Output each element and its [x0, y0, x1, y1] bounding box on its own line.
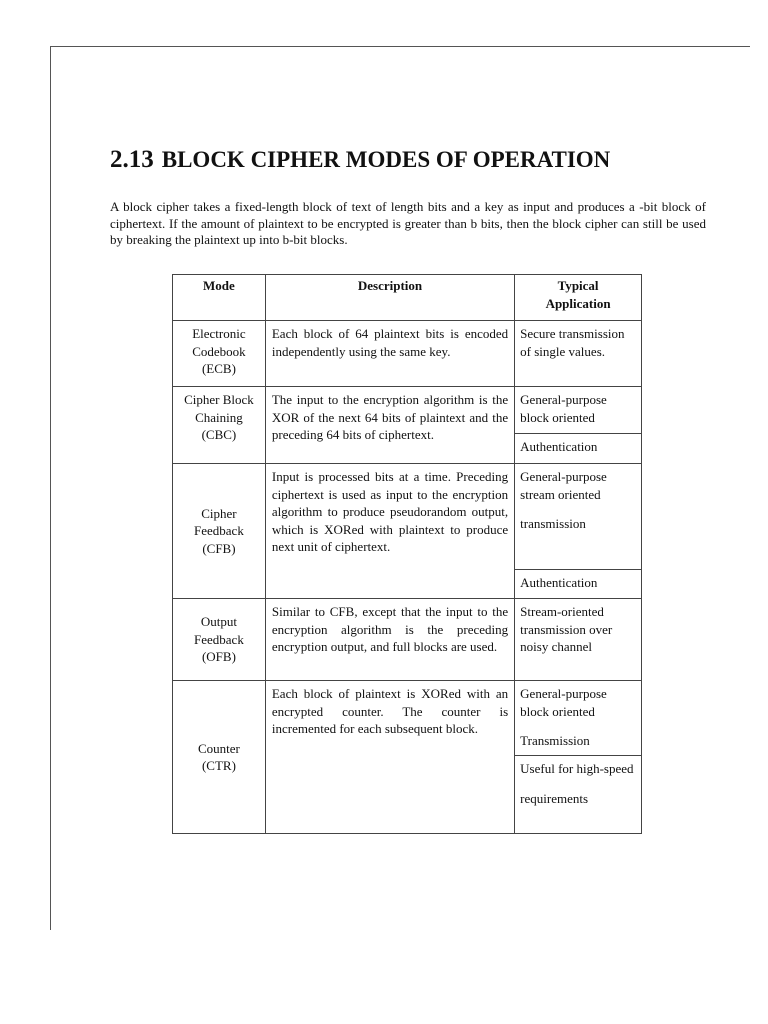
mode-cell [173, 681, 266, 834]
mode-name-line: Counter [197, 740, 240, 756]
description-cell: Each block of plaintext is XORed with an encrypted counter. The counter is incremented for each subsequent block. [265, 681, 514, 834]
table-row-cbc [173, 387, 642, 434]
mode-name-line: Electronic [192, 326, 246, 341]
table-row-ecb [173, 321, 642, 387]
description-cell: The input to the encryption algorithm is the XOR of the next 64 bits of plaintext and the preceding 64 bits of ciphertext. [265, 387, 514, 464]
header-mode: Mode [173, 275, 266, 321]
application-text: General-purpose block oriented [520, 686, 607, 719]
application-text: General-purpose stream oriented [520, 469, 607, 502]
mode-name-line: (CBC) [201, 427, 237, 442]
modes-table [172, 274, 642, 834]
mode-name-line: Chaining [195, 409, 243, 425]
application-cell: Authentication [515, 434, 642, 464]
mode-name-line: (CTR) [201, 758, 236, 773]
table-row-cfb [173, 464, 642, 570]
application-text: requirements [520, 790, 589, 806]
mode-name-line: Output [200, 614, 237, 630]
application-cell [515, 756, 642, 834]
table-row-ofb [173, 599, 642, 681]
mode-cell [173, 387, 266, 464]
application-text: transmission [520, 516, 586, 531]
section-number: 2.13 [110, 146, 154, 173]
table-row-ctr [173, 681, 642, 756]
section-heading [110, 140, 610, 172]
header-application [515, 275, 642, 321]
mode-name-line: Feedback [194, 523, 244, 539]
application-text: Transmission [520, 733, 590, 748]
header-application-line: Typical [557, 278, 599, 293]
mode-name-line: (ECB) [201, 361, 236, 376]
description-cell: Each block of 64 plaintext bits is encoded independently using the same key. [265, 321, 514, 387]
intro-paragraph: A block cipher takes a fixed-length block of text of length bits and a key as input and produces a -bit block of ciphertext. If the amount of plaintext to be encrypted is greater than b bits, then the block cipher can still be used by breaking the plaintext up into b-bit blocks. [110, 199, 706, 247]
application-cell [515, 464, 642, 570]
application-cell [515, 681, 642, 756]
header-description: Description [265, 275, 514, 321]
application-cell: Stream-oriented transmission over noisy channel [515, 599, 642, 681]
page-border-top [50, 46, 750, 47]
mode-name-line: Feedback [194, 631, 244, 647]
mode-cell [173, 321, 266, 387]
application-cell: Secure transmission of single values. [515, 321, 642, 387]
description-cell: Similar to CFB, except that the input to the encryption algorithm is the preceding encryption output, and full blocks are used. [265, 599, 514, 681]
application-text: Useful for high-speed [520, 761, 634, 776]
mode-name-line: Cipher Block [184, 392, 254, 407]
page-border-left [50, 46, 51, 930]
section-title: BLOCK CIPHER MODES OF OPERATION [161, 147, 611, 172]
mode-name-line: Codebook [192, 343, 246, 359]
mode-name-line: (CFB) [202, 540, 236, 556]
header-application-line: Application [545, 295, 611, 311]
mode-cell [173, 464, 266, 599]
table-header-row [173, 275, 642, 321]
mode-cell [173, 599, 266, 681]
mode-name-line: (OFB) [201, 649, 236, 665]
application-cell: General-purpose block oriented [515, 387, 642, 434]
description-cell: Input is processed bits at a time. Preceding ciphertext is used as input to the encryption algorithm to produce pseudorandom output, which is XORed with plaintext to produce next unit of ciphertext. [265, 464, 514, 599]
application-cell: Authentication [515, 570, 642, 599]
mode-name-line: Cipher [201, 505, 237, 521]
